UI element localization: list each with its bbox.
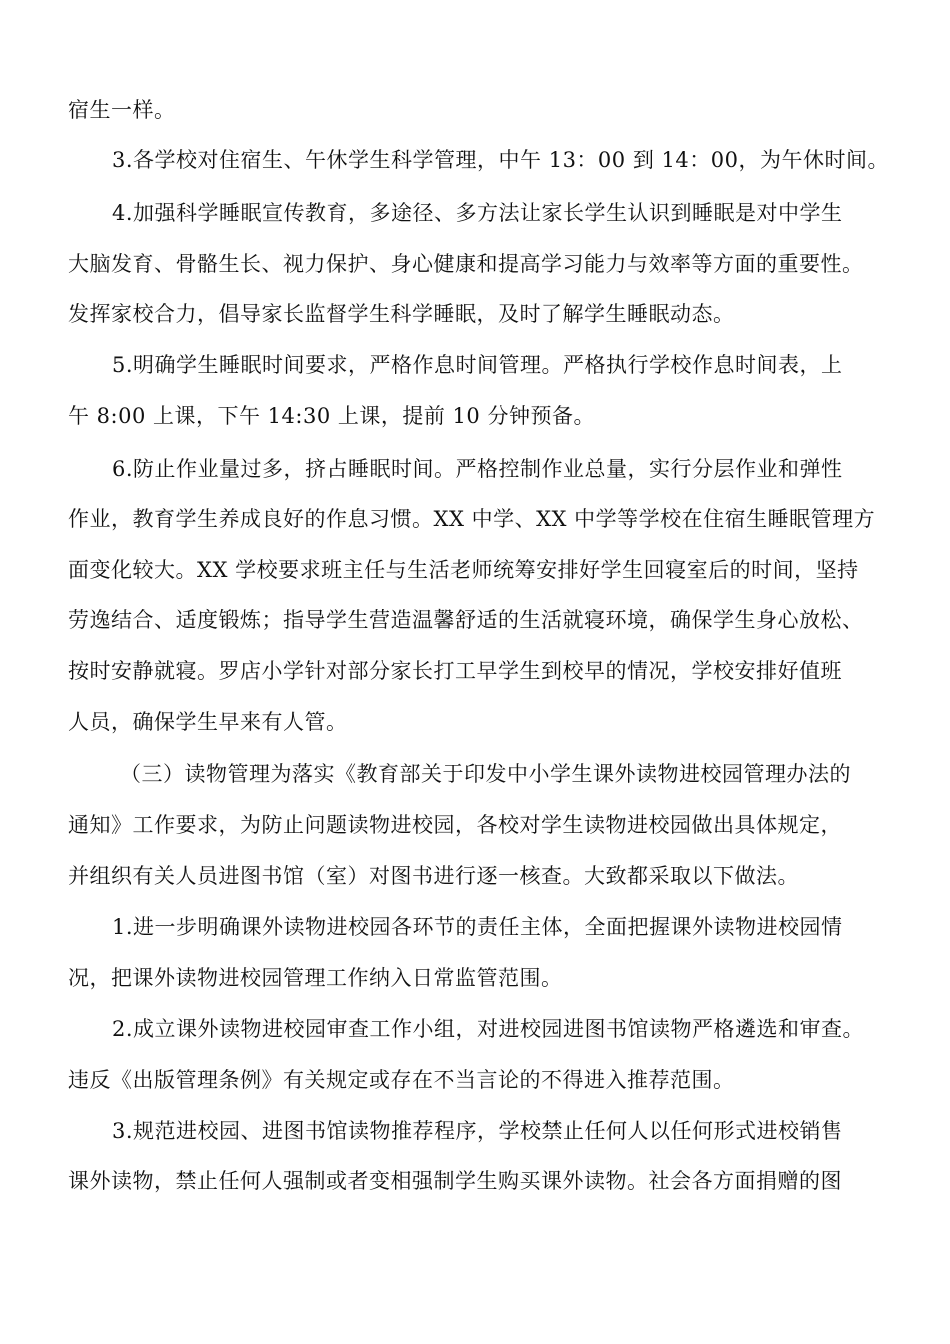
text-line: 5.明确学生睡眠时间要求，严格作息时间管理。严格执行学校作息时间表，上: [112, 353, 843, 377]
text-line: 1.进一步明确课外读物进校园各环节的责任主体，全面把握课外读物进校园情: [112, 915, 843, 939]
text-line: 大脑发育、骨骼生长、视力保护、身心健康和提高学习能力与效率等方面的重要性。: [68, 252, 864, 276]
text-line: 面变化较大。XX 学校要求班主任与生活老师统筹安排好学生回寝室后的时间，坚持: [68, 558, 859, 582]
text-line: 课外读物，禁止任何人强制或者变相强制学生购买课外读物。社会各方面捐赠的图: [68, 1169, 842, 1193]
text-line: 劳逸结合、适度锻炼；指导学生营造温馨舒适的生活就寝环境，确保学生身心放松、: [68, 608, 864, 632]
section-heading-line: （三）读物管理为落实《教育部关于印发中小学生课外读物进校园管理办法的: [120, 762, 851, 786]
text-line: 按时安静就寝。罗店小学针对部分家长打工早学生到校早的情况，学校安排好值班: [68, 659, 842, 683]
text-line: 宿生一样。: [68, 98, 176, 122]
text-line: 3.规范进校园、进图书馆读物推荐程序，学校禁止任何人以任何形式进校销售: [112, 1119, 843, 1143]
text-line: 2.成立课外读物进校园审查工作小组，对进校园进图书馆读物严格遴选和审查。: [112, 1017, 865, 1041]
text-line: 通知》工作要求，为防止问题读物进校园，各校对学生读物进校园做出具体规定，: [68, 813, 842, 837]
text-line: 发挥家校合力，倡导家长监督学生科学睡眠，及时了解学生睡眠动态。: [68, 302, 735, 326]
text-line: 4.加强科学睡眠宣传教育，多途径、多方法让家长学生认识到睡眠是对中学生: [112, 201, 843, 225]
text-line: 6.防止作业量过多，挤占睡眠时间。严格控制作业总量，实行分层作业和弹性: [112, 457, 843, 481]
text-line: 并组织有关人员进图书馆（室）对图书进行逐一核查。大致都采取以下做法。: [68, 864, 799, 888]
text-line: 违反《出版管理条例》有关规定或存在不当言论的不得进入推荐范围。: [68, 1068, 735, 1092]
text-line: 作业，教育学生养成良好的作息习惯。XX 中学、XX 中学等学校在住宿生睡眠管理方: [68, 507, 876, 531]
text-line: 人员，确保学生早来有人管。: [68, 710, 348, 734]
text-line: 况，把课外读物进校园管理工作纳入日常监管范围。: [68, 966, 563, 990]
text-line: 3.各学校对住宿生、午休学生科学管理，中午 13：00 到 14：00，为午休时间。: [112, 148, 889, 172]
text-line: 午 8:00 上课，下午 14:30 上课，提前 10 分钟预备。: [68, 404, 595, 428]
